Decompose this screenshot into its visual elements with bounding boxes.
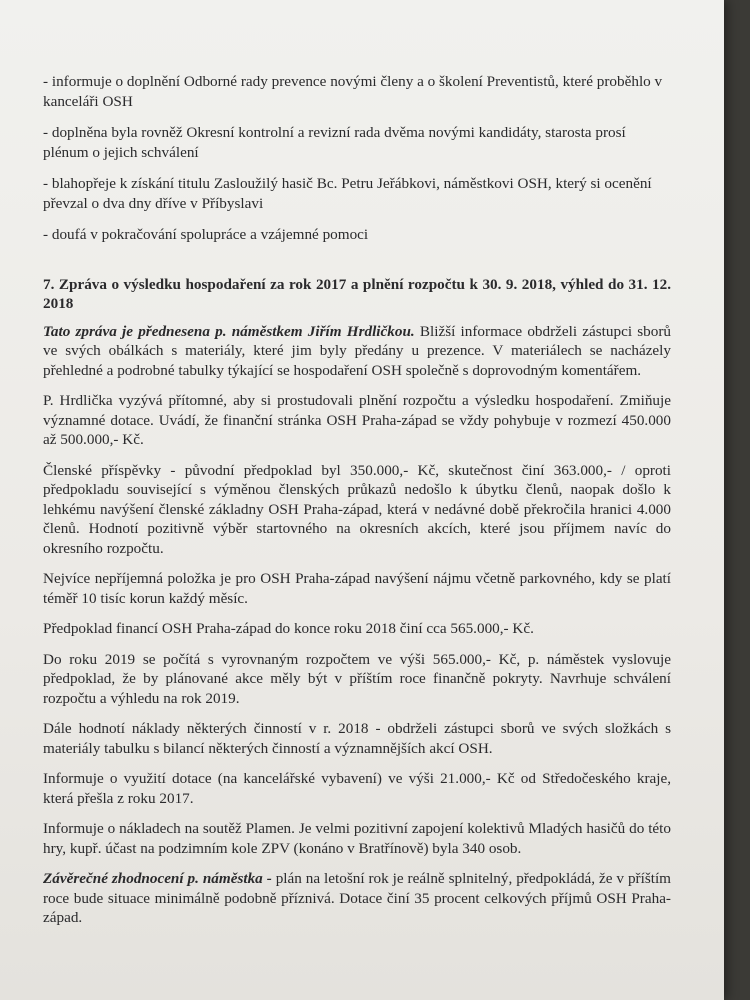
final-text: plán na letošní rok je reálně splnitelný, předpokládá, že v příštím roce bude situace minimálně podobně příznivá. Dotace činí 35 procent celkových příjmů OSH Praha-západ. (43, 870, 671, 926)
document-body (43, 72, 671, 939)
bullet-item: - doufá v pokračování spolupráce a vzájemné pomoci (43, 226, 369, 243)
section-heading: 7. Zpráva o výsledku hospodaření za rok 2017 a plnění rozpočtu k 30. 9. 2018, výhled do 31. 12. 2018 (43, 275, 671, 312)
paragraph: Předpoklad financí OSH Praha-západ do konce roku 2018 činí cca 565.000,- Kč. (43, 620, 534, 637)
paragraph: Do roku 2019 se počítá s vyrovnaným rozpočtem ve výši 565.000,- Kč, p. náměstek vyslovuje předpoklad, že by plánované akce měly být v příštím roce finančně pokryty. Navrhuje schválení rozpočtu a výhledu na rok 2019. (43, 650, 671, 707)
intro-text: Bližší informace obdrželi zástupci sborů ve svých obálkách s materiály, které jim byly předány u prezence. V materiálech se nacházely přehledné a podrobné tabulky týkající se hospodaření OSH společně s doprovodným komentářem. (43, 322, 671, 379)
paragraph: P. Hrdlička vyzývá přítomné, aby si prostudovali plnění rozpočtu a výsledku hospodaření. Zmiňuje významné dotace. Uvádí, že finanční stránka OSH Praha-západ se vždy pohybuje v rozmezí 450.000 až 500.000,- Kč. (43, 392, 671, 448)
bullet-item: - doplněna byla rovněž Okresní kontrolní a revizní rada dvěma novými kandidáty, starosta prosí plénum o jejich schválení (43, 124, 626, 161)
paragraph: Členské příspěvky - původní předpoklad byl 350.000,- Kč, skutečnost činí 363.000,- / oproti předpokladu související s výměnou členských průkazů nedošlo k úbytku členů, naopak došlo k lehkému navýšení členské základny OSH Praha-západ, která v nedávné době překročila hranici 4.000 členů. Hodnotí pozitivně výběr startovného na okresních akcích, které jsou příjmem navíc do okresního rozpočtu. (43, 461, 671, 557)
paragraph: Nejvíce nepříjemná položka je pro OSH Praha-západ navýšení nájmu včetně parkovného, kdy se platí téměř 10 tisíc korun každý měsíc. (43, 570, 671, 607)
final-emphasis: Závěrečné zhodnocení p. náměstka - (43, 870, 272, 887)
paragraph: Dále hodnotí náklady některých činností v r. 2018 - obdrželi zástupci sborů ve svých složkách s materiály tabulku s bilancí některých činností a významnějších akcí OSH. (43, 720, 671, 757)
section-gap (43, 257, 671, 275)
paragraph: Informuje o nákladech na soutěž Plamen. Je velmi pozitivní zapojení kolektivů Mladých hasičů do této hry, kupř. účast na podzimním kole ZPV (konáno v Bratřínově) byla 340 osob. (43, 820, 671, 857)
bullet-item: - informuje o doplnění Odborné rady prevence novými členy a o školení Preventistů, které proběhlo v kanceláři OSH (43, 73, 663, 110)
intro-emphasis: Tato zpráva je přednesena p. náměstkem Jiřím Hrdličkou. (43, 322, 415, 340)
final-paragraph (43, 869, 671, 928)
paragraph: Informuje o využití dotace (na kancelářské vybavení) ve výši 21.000,- Kč od Středočeského kraje, která přešla z roku 2017. (43, 770, 671, 807)
intro-paragraph (43, 322, 671, 381)
bullet-item: - blahopřeje k získání titulu Zasloužilý hasič Bc. Petru Jeřábkovi, náměstkovi OSH, který si ocenění převzal o dva dny dříve v Příbyslavi (43, 175, 652, 212)
